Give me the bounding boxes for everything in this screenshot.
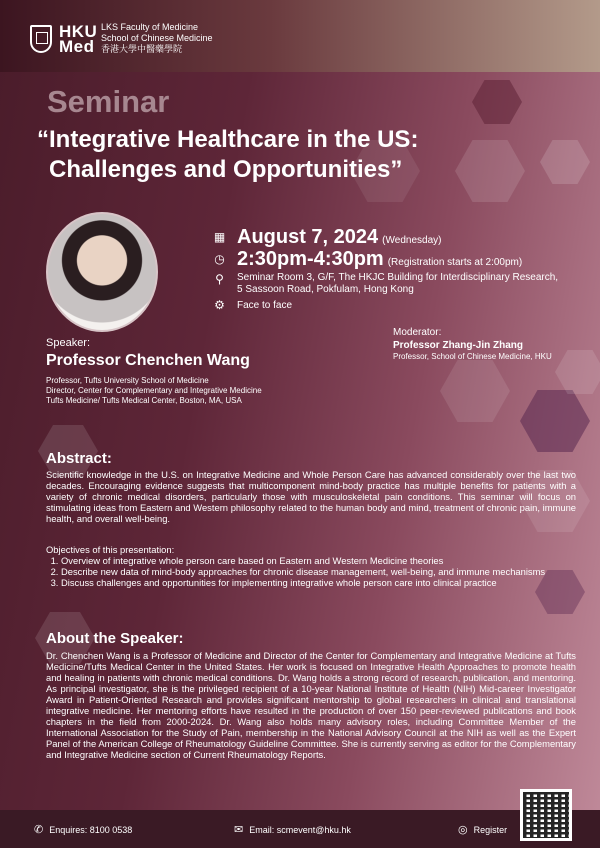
faculty-name-line2: School of Chinese Medicine (101, 33, 213, 43)
event-mode: Face to face (237, 299, 293, 311)
moderator-name: Professor Zhang-Jin Zhang (393, 340, 524, 351)
decorative-hexagon (455, 140, 525, 202)
about-speaker-text: Dr. Chenchen Wang is a Professor of Medicine and Director of the Center for Complementary and Integrative Medicine at Tufts Medicine/Tufts Medical Center in the United States. Her work is focused on Integrative Health Approaches to promote health and healing in patients with chronic medical conditions. Dr. Wang holds a strong record of research, publication, and mentoring. As principal investigator, she is the privileged recipient of a 10-year National Institute of Health (NIH) Mid-career Investigator Award in Patient-Oriented Research and provides significant mentorship to global researchers in clinical and translational integrative medicine. Her mentoring efforts have resulted in the production of over 150 peer-reviewed publications and book chapters in the field from 2000-2024. Dr. Wang also holds many advisory roles, including Committee Member of the International Association for the Study of Pain, membership in the National Advisory Council at the NIH as well as the Expert Panel of the American College of Rheumatology Guideline Committee. She is currently serving as editor for the Complementary and Integrative Medicine section of Current Rheumatology Reports. (46, 650, 576, 760)
abstract-heading: Abstract: (46, 450, 112, 467)
faculty-name-line1: LKS Faculty of Medicine (101, 22, 199, 32)
enquiries-text: Enquires: 8100 0538 (49, 824, 133, 835)
logo-text: HKU Med (59, 21, 98, 56)
speaker-roles (46, 376, 262, 406)
calendar-icon: ▦ (213, 230, 226, 244)
venue-row (212, 272, 558, 296)
event-time: 2:30pm-4:30pm (237, 248, 384, 270)
speaker-photo (46, 212, 158, 332)
speaker-name: Professor Chenchen Wang (46, 352, 250, 369)
about-speaker-heading: About the Speaker: (46, 630, 184, 647)
decorative-hexagon (440, 360, 510, 422)
hku-med-logo (30, 22, 213, 55)
university-crest-icon (30, 25, 52, 53)
globe-icon: ◎ (458, 824, 468, 836)
venue-line1: Seminar Room 3, G/F, The HKJC Building for Interdisciplinary Research, (237, 272, 559, 283)
gear-icon: ⚙ (214, 298, 225, 312)
objective-item: 1. Overview of integrative whole person care based on Eastern and Western Medicine theories (61, 555, 586, 566)
faculty-name (101, 22, 213, 55)
moderator-label: Moderator: (393, 327, 442, 338)
envelope-icon: ✉ (234, 824, 244, 836)
speaker-role-1: Professor, Tufts University School of Medicine (46, 376, 209, 385)
mode-row (212, 298, 292, 313)
title-line1: “Integrative Healthcare in the US: (37, 126, 419, 153)
objectives-heading: Objectives of this presentation: (46, 544, 175, 555)
email-contact[interactable] (234, 823, 351, 836)
decorative-hexagon (472, 80, 522, 124)
registration-note: (Registration starts at 2:00pm) (387, 256, 523, 268)
moderator-role: Professor, School of Chinese Medicine, HKU (393, 352, 552, 361)
date-row (212, 226, 441, 249)
register-text[interactable]: Register (473, 824, 508, 835)
phone-icon: ✆ (34, 824, 44, 836)
register-qr-code[interactable] (520, 789, 572, 841)
decorative-hexagon (555, 350, 600, 394)
email-text[interactable]: Email: scmevent@hku.hk (249, 824, 351, 835)
location-pin-icon: ⚲ (215, 272, 224, 286)
faculty-name-chinese: 香港大學中醫藥學院 (101, 44, 183, 54)
venue-line2: 5 Sassoon Road, Pokfulam, Hong Kong (237, 284, 414, 295)
objectives (46, 544, 586, 588)
objective-item: 3. Discuss challenges and opportunities for implementing integrative whole person care into clinical practice (61, 577, 586, 588)
abstract-text: Scientific knowledge in the U.S. on Integrative Medicine and Whole Person Care has advanced considerably over the last two decades. Encouraging evidence suggests that multicomponent mind-body practice has multiple benefits for patients with a variety of chronic medical disorders, particularly those with musculoskeletal pain conditions. This seminar will focus on stimulating ideas from Eastern and Western philosophy related to the human body and mind, treatment of chronic pain, immune health, and overall well-being. (46, 469, 576, 524)
enquiries-contact (34, 823, 132, 836)
clock-icon: ◷ (214, 252, 225, 266)
event-date: August 7, 2024 (237, 226, 379, 248)
event-weekday: (Wednesday) (382, 234, 442, 246)
event-type: Seminar (47, 84, 170, 119)
objective-item: 2. Describe new data of mind-body approaches for chronic disease management, well-being, and immune mechanisms (61, 566, 586, 577)
title-line2: Challenges and Opportunities” (49, 156, 403, 183)
decorative-hexagon (520, 390, 590, 452)
time-row (212, 248, 522, 271)
speaker-label: Speaker: (46, 337, 91, 349)
speaker-role-2: Director, Center for Complementary and Integrative Medicine (46, 386, 262, 395)
seminar-title (37, 125, 418, 185)
register-link[interactable] (458, 823, 507, 836)
speaker-role-3: Tufts Medicine/ Tufts Medical Center, Boston, MA, USA (46, 396, 242, 405)
decorative-hexagon (540, 140, 590, 184)
